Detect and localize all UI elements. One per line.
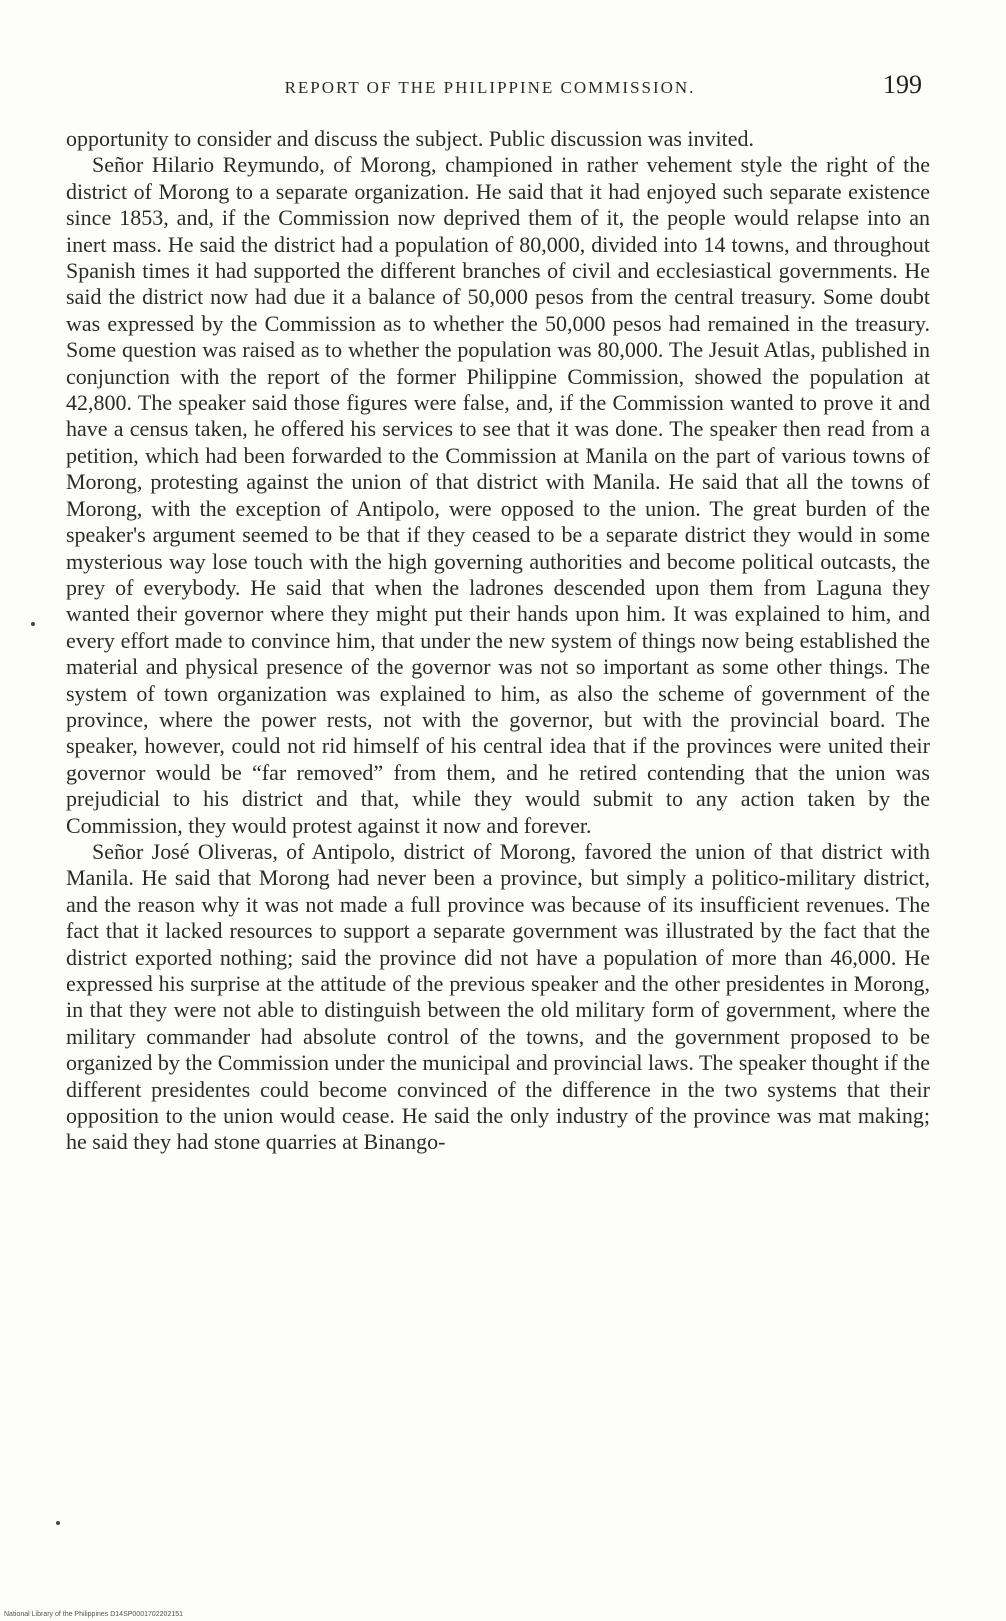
margin-mark [31, 622, 35, 626]
library-stamp: National Library of the Philippines D14SP0001702202151 [4, 1611, 184, 1618]
paragraph-continuation: opportunity to consider and discuss the subject. Public discussion was invited. [66, 126, 755, 151]
body-text [66, 126, 930, 1156]
paragraph-oliveras: Señor José Oliveras, of Antipolo, district of Morong, favored the union of that district with Manila. He said that Morong had never been a province, but simply a politico-military district, and the reason why it was not made a full province was because of its insufficient revenues. The fact that it lacked resources to support a separate government was illustrated by the fact that the district exported nothing; said the province did not have a population of more than 46,000. He expressed his surprise at the attitude of the previous speaker and the other presidentes in Morong, in that they were not able to distinguish between the old military form of government, where the military commander had absolute control of the towns, and the government proposed to be organized by the Commission under the municipal and provincial laws. The speaker thought if the different presidentes could become convinced of the difference in the two systems that their opposition to the union would cease. He said the only industry of the province was mat making; he said they had stone quarries at Binango- [66, 838, 930, 1155]
margin-mark [56, 1521, 60, 1525]
running-title: REPORT OF THE PHILIPPINE COMMISSION. [284, 78, 696, 97]
page-number: 199 [883, 70, 922, 99]
paragraph-reymundo: Señor Hilario Reymundo, of Morong, championed in rather vehement style the right of the district of Morong to a separate organization. He said that it had enjoyed such separate existence since 1853, and, if the Commission now deprived them of it, the people would relapse into an inert mass. He said the district had a population of 80,000, divided into 14 towns, and throughout Spanish times it had supported the different branches of civil and ecclesiastical governments. He said the district now had due it a balance of 50,000 pesos from the central treasury. Some doubt was expressed by the Commission as to whether the 50,000 pesos had remained in the treasury. Some question was raised as to whether the population was 80,000. The Jesuit Atlas, published in conjunction with the report of the former Philippine Commission, showed the population at 42,800. The speaker said those figures were false, and, if the Commission wanted to prove it and have a census taken, he offered his services to see that it was done. The speaker then read from a petition, which had been forwarded to the Commission at Manila on the part of various towns of Morong, protesting against the union of that district with Manila. He said that all the towns of Morong, with the exception of Antipolo, were opposed to the union. The great burden of the speaker's argument seemed to be that if they ceased to be a separate district they would in some mysterious way lose touch with the high governing authorities and become political outcasts, the prey of everybody. He said that when the ladrones descended upon them from Laguna they wanted their governor where they might put their hands upon him. It was explained to him, and every effort made to convince him, that under the new system of things now being established the material and physical presence of the governor was not so important as some other things. The system of town organization was explained to him, as also the scheme of government of the province, where the power rests, not with the governor, but with the provincial board. The speaker, however, could not rid himself of his central idea that if the provinces were united their governor would be “far removed” from them, and he retired contending that the union was prejudicial to his district and that, while they would submit to any action taken by the Commission, they would protest against it now and forever. [66, 152, 930, 838]
